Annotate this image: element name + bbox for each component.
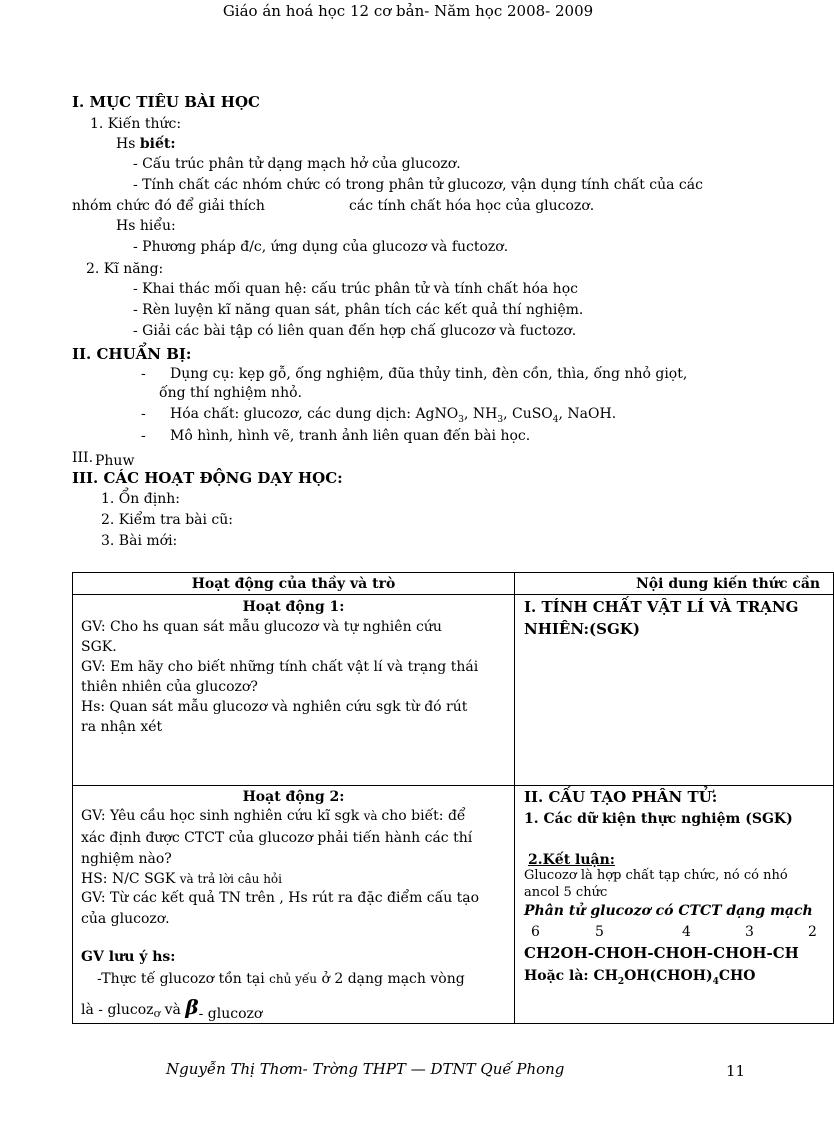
tools-line-1: Dụng cụ: kẹp gỗ, ống nghiệm, đũa thủy tinh, đèn cồn, thìa, ống nhỏ giọt,	[170, 366, 688, 382]
page-header: Giáo án hoá học 12 cơ bản- Năm học 2008- 2009	[222, 2, 594, 20]
note-line-2	[81, 997, 262, 1024]
stray-word: Phuw	[95, 453, 135, 469]
content-2-formula: CH2OH-CHOH-CHOH-CHOH-CH	[524, 944, 799, 962]
knowledge-item-3: - Phương pháp đ/c, ứng dụng của glucozơ và fuctozơ.	[133, 239, 509, 255]
step-1: 1. Ổn định:	[101, 491, 180, 507]
chem-dash: -	[141, 406, 146, 422]
note-line-2b: ơ	[153, 1007, 161, 1020]
note-title: GV lưu ý hs:	[81, 949, 176, 965]
activity-1-line: ra nhận xét	[81, 719, 163, 735]
activity-1-line: GV: Cho hs quan sát mẫu glucozơ và tự nghiên cứu	[81, 619, 442, 635]
stray-prefix: III.	[72, 450, 94, 466]
tools-dash: -	[141, 366, 146, 382]
note-line-2c: và	[160, 1002, 186, 1018]
note-line-1b: chủ yếu	[269, 972, 318, 986]
activity-1-line: SGK.	[81, 639, 117, 655]
page-footer: Nguyễn Thị Thơm- Trờng THPT — DTNT Quế Phong	[166, 1060, 565, 1078]
carbon-number: 4	[682, 924, 691, 940]
chem-sub-4: 4	[552, 414, 559, 425]
note-line-1	[97, 969, 465, 989]
formula-sub-2: 2	[617, 976, 625, 987]
table-column-divider	[514, 573, 515, 1023]
formula-sub-4: 4	[712, 976, 719, 987]
formula-ch: CH	[593, 968, 618, 984]
activity-1-title: Hoạt động 1:	[242, 599, 345, 615]
formula-cho: CHO	[718, 968, 756, 984]
content-2-title: II. CẤU TẠO PHÂN TỬ:	[524, 788, 718, 806]
chem-naoh: , NaOH.	[558, 406, 617, 422]
content-2-hoac	[524, 966, 755, 992]
activity-1-line: GV: Em hãy cho biết những tính chất vật lí và trạng thái	[81, 659, 479, 675]
activity-2-line-1b: và	[363, 809, 382, 823]
tools-line-2: ống thí nghiệm nhỏ.	[159, 385, 302, 401]
content-2-sub-2: 2.Kết luận:	[528, 852, 615, 868]
activities-table	[72, 572, 834, 1024]
chem-nh: , NH	[463, 406, 498, 422]
chemicals-line	[170, 406, 616, 425]
chem-prefix: Hóa chất: glucozơ, các dung dịch: AgNO	[170, 406, 459, 422]
content-2-line-1: Glucozơ là hợp chất tạp chức, nó có nhó	[524, 868, 788, 883]
section-1-title: I. MỤC TIÊU BÀI HỌC	[72, 93, 260, 111]
carbon-number: 2	[808, 924, 817, 940]
step-3: 3. Bài mới:	[101, 533, 178, 549]
hoac-label: Hoặc là:	[524, 968, 594, 984]
activity-2-line-1	[81, 806, 466, 826]
knowledge-item-2-line-2b: các tính chất hóa học của glucozơ.	[349, 198, 595, 214]
knowledge-item-2-line-2a: nhóm chức đó để giải thích	[72, 198, 265, 214]
content-2-line-3: Phân tử glucozơ có CTCT dạng mạch	[524, 903, 813, 919]
skills-heading: 2. Kĩ năng:	[86, 261, 164, 277]
table-row-divider	[73, 785, 833, 786]
chem-cuso: , CuSO	[503, 406, 553, 422]
activity-2-line-4b: và trả lời câu hỏi	[179, 872, 282, 886]
note-line-1c: ở 2 dạng mạch vòng	[317, 971, 465, 987]
activity-2-line-5: GV: Từ các kết quả TN trên , Hs rút ra đặc điểm cấu tạo	[81, 890, 480, 906]
hs-know-prefix: Hs	[116, 136, 140, 152]
knowledge-item-2-line-1: - Tính chất các nhóm chức có trong phân tử glucozơ, vận dụng tính chất của các	[133, 177, 703, 193]
activity-2-line-1c: cho biết: để	[381, 808, 466, 824]
activity-2-line-4	[81, 869, 282, 889]
content-1-line-2: NHIÊN:(SGK)	[524, 620, 640, 638]
col-1-header: Hoạt động của thầy và trò	[191, 576, 396, 592]
page-number: 11	[726, 1062, 746, 1080]
section-2-title: II. CHUẨN BỊ:	[72, 345, 192, 363]
table-header-divider	[73, 594, 833, 595]
activity-1-line: Hs: Quan sát mẫu glucozơ và nghiên cứu sgk từ đó rút	[81, 699, 468, 715]
activity-2-line-1a: GV: Yêu cầu học sinh nghiên cứu kĩ sgk	[81, 808, 364, 824]
section-3-title: III. CÁC HOẠT ĐỘNG DẠY HỌC:	[72, 469, 343, 487]
skills-item-2: - Rèn luyện kĩ năng quan sát, phân tích các kết quả thí nghiệm.	[133, 302, 584, 318]
beta-symbol: β	[185, 995, 199, 1019]
formula-oh: OH(CHOH)	[624, 968, 713, 984]
activity-2-line-6: của glucozơ.	[81, 911, 170, 927]
content-1-line-1: I. TÍNH CHẤT VẬT LÍ VÀ TRẠNG	[524, 598, 799, 616]
chem-sub-3: 3	[458, 414, 464, 425]
carbon-number: 6	[531, 924, 540, 940]
hs-know-bold: biết:	[139, 136, 176, 152]
carbon-number: 3	[745, 924, 754, 940]
carbon-number: 5	[595, 924, 604, 940]
skills-item-1: - Khai thác mối quan hệ: cấu trúc phân tử và tính chất hóa học	[133, 281, 578, 297]
activity-2-title: Hoạt động 2:	[242, 789, 345, 805]
activity-1-line: thiên nhiên của glucozơ?	[81, 679, 258, 695]
activity-1-body	[81, 617, 511, 737]
knowledge-item-1: - Cấu trúc phân tử dạng mạch hở của glucozơ.	[133, 156, 461, 172]
activity-2-line-3: nghiệm nào?	[81, 851, 172, 867]
note-line-2d: - glucozơ	[198, 1006, 263, 1022]
activity-2-line-2: xác định được CTCT của glucozơ phải tiến hành các thí	[81, 830, 473, 846]
skills-item-3: - Giải các bài tập có liên quan đến hợp chấ glucozơ và fuctozơ.	[133, 323, 577, 339]
knowledge-heading: 1. Kiến thức:	[90, 116, 182, 132]
content-2-sub-1: 1. Các dữ kiện thực nghiệm (SGK)	[524, 811, 793, 827]
models-line: Mô hình, hình vẽ, tranh ảnh liên quan đến bài học.	[170, 428, 531, 444]
hs-know-line	[116, 136, 176, 152]
col-2-header: Nội dung kiến thức cần	[636, 576, 821, 592]
models-dash: -	[141, 428, 146, 444]
step-2: 2. Kiểm tra bài cũ:	[101, 512, 234, 528]
content-2-line-2: ancol 5 chức	[524, 885, 608, 900]
note-line-1a: -Thực tế glucozơ tồn tại	[97, 971, 270, 987]
hs-understand: Hs hiểu:	[116, 218, 176, 234]
activity-2-line-4a: HS: N/C SGK	[81, 871, 180, 887]
chem-sub-3b: 3	[497, 414, 504, 425]
note-line-2a: là - glucoz	[81, 1002, 154, 1018]
